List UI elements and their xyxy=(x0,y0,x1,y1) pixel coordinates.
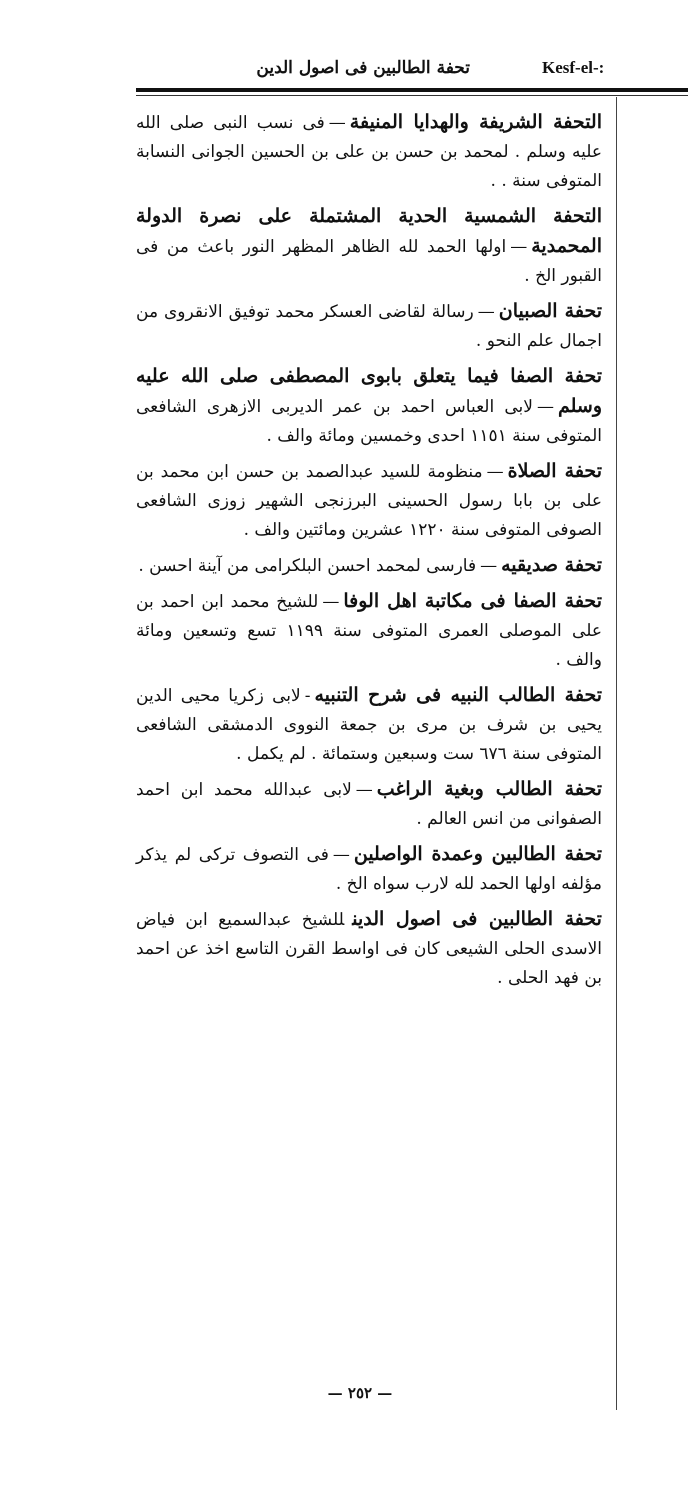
entry-title: تحفة الصبيان xyxy=(498,300,603,322)
entry xyxy=(136,362,602,451)
entry-title: التحفة الشريفة والهدايا المنيفة xyxy=(349,111,602,133)
entry-description: للشيخ محمد ابن احمد بن على الموصلى العمرى المتوفى سنة ١١٩٩ تسع وتسعين ومائة والف . xyxy=(136,592,602,670)
entry xyxy=(136,681,602,769)
entry-description: للشيخ عبدالسميع ابن فياض الاسدى الحلى الشيعى كان فى اواسط القرن التاسع اخذ عن احمد بن فهد الحلى . xyxy=(136,910,602,988)
entry-title: تحفة الطالب النبيه فى شرح التنبيه xyxy=(314,684,602,706)
entry-separator: - xyxy=(304,686,311,706)
entry xyxy=(136,587,602,675)
entry xyxy=(136,905,602,993)
entry-title: تحفة صديقيه xyxy=(501,554,602,576)
running-mark: Kesf-el-: xyxy=(542,58,605,77)
entry-separator: — xyxy=(322,592,340,612)
header-rule-thin xyxy=(136,95,688,96)
entry-separator: — xyxy=(328,113,346,133)
entry-description: فارسى لمحمد احسن البلكرامى من آينة احسن . xyxy=(138,556,477,576)
entry xyxy=(136,202,602,291)
entry-separator: — xyxy=(536,397,554,417)
entry xyxy=(136,775,602,834)
entry-title: تحفة الصفا فى مكاتبة اهل الوفا xyxy=(343,590,602,612)
entry-description: لابى العباس احمد بن عمر الديربى الازهرى الشافعى المتوفى سنة ١١٥١ احدى وخمسين ومائة والف . xyxy=(136,397,602,446)
column-margin-line xyxy=(616,97,617,1410)
entry-description: رسالة لقاضى العسكر محمد توفيق الانقروى من اجمال علم النحو . xyxy=(136,302,602,351)
entry xyxy=(136,457,602,545)
header-rule-thick xyxy=(136,88,688,92)
entry-title: تحفة الطالب وبغية الراغب xyxy=(376,778,602,800)
entry-description: لابى زكريا محيى الدين يحيى بن شرف بن مرى بن جمعة النووى الدمشقى الشافعى المتوفى سنة ٦٧٦ ست وسبعين وستمائة . لم يكمل . xyxy=(136,686,602,764)
entry-separator: — xyxy=(510,237,528,257)
entry xyxy=(136,108,602,196)
entry-separator: — xyxy=(332,845,350,865)
entry-description: اولها الحمد لله الظاهر المظهر النور باعث من فى القبور الخ . xyxy=(136,237,602,286)
page-header xyxy=(132,58,688,82)
entry xyxy=(136,551,602,581)
entry xyxy=(136,297,602,356)
entry-title: تحفة الصفا فيما يتعلق بابوى المصطفى صلى الله عليه وسلم xyxy=(136,365,602,417)
entry xyxy=(136,840,602,899)
entry-description: فى التصوف تركى لم يذكر مؤلفه اولها الحمد لله لارب سواه الخ . xyxy=(136,845,602,894)
entry-description: منظومة للسيد عبدالصمد بن حسن ابن محمد بن على بن بابا رسول الحسينى البرزنجى الشهير زوزى الشافعى الصوفى المتوفى سنة ١٢٢٠ عشرين ومائتين والف . xyxy=(136,462,602,540)
entry-title: تحفة الطالبين فى اصول الدين xyxy=(352,908,602,930)
body-text xyxy=(136,108,602,999)
entry-title: تحفة الطالبين وعمدة الواصلين xyxy=(353,843,602,865)
entry-title: التحفة الشمسية الحدية المشتملة على نصرة الدولة المحمدية xyxy=(136,205,602,257)
entry-separator: — xyxy=(355,780,373,800)
entry-separator: — xyxy=(486,462,504,482)
entry-separator: — xyxy=(477,302,495,322)
running-title: تحفة الطالبين فى اصول الدين xyxy=(256,58,470,78)
entry-separator: — xyxy=(480,556,498,576)
entry-description: فى نسب النبى صلى الله عليه وسلم . لمحمد بن حسن بن على بن الحسين الجوانى النسابة المتوفى سنة . . xyxy=(136,113,602,191)
entry-description: لابى عبدالله محمد ابن احمد الصفوانى من انس العالم . xyxy=(136,780,602,829)
page-number: — ٢٥٢ — xyxy=(327,1384,393,1402)
entry-title: تحفة الصلاة xyxy=(507,460,602,482)
